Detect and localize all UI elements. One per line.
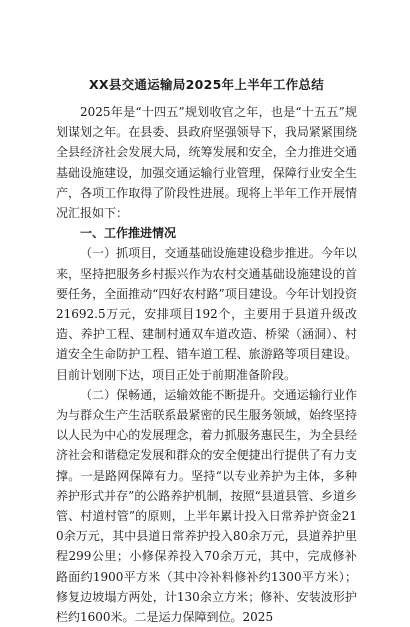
intro-paragraph: 2025年是“十四五”规划收官之年，也是“十五五”规划谋划之年。在县委、县政府坚强领导下，我局紧紧围绕全县经济社会发展大局，统筹发展和安全，全力推进交通基础设施建设，加强交通运输行业管理，保障行业安全生产，各项工作取得了阶段性进展。现将上半年工作开展情况汇报如下：: [56, 105, 357, 221]
document-title: XX县交通运输局2025年上半年工作总结: [88, 77, 325, 92]
section-heading-work-progress: 一、工作推进情况: [80, 226, 177, 241]
paragraph-transport-service: （二）保畅通，运输效能不断提升。交通运输行业作为与群众生产生活联系最紧密的民生服务领域，始终坚持以人民为中心的发展理念，着力抓服务惠民生，为全县经济社会和谐稳定发展和群众的安全便捷出行提供了有力支撑。一是路网保障有力。坚持“以专业养护为主体，多种养护形式并存”的公路养护机制，按照“县道县管、乡道乡管、村道村管”的原则，上半年累计投入日常养护资金210余万元，其中县道日常养护投入80余万元，县道养护里程299公里；小修保养投入70余万元，其中，完成修补路面约1900平方米（其中冷补料修补约1300平方米）；修复边坡塌方两处，计130余立方米；修补、安装波形护栏约1600米。二是运力保障到位。2025: [56, 387, 357, 625]
paragraph-project-construction: （一）抓项目，交通基础设施建设稳步推进。今年以来，坚持把服务乡村振兴作为农村交通基础设施建设的首要任务，全面推动“四好农村路”项目建设。今年计划投资21692.5万元，安排项目192个，主要用于县道升级改造、养护工程、建制村通双车道改造、桥梁（涵洞）、村道安全生命防护工程、错车道工程、旅游路等项目建设。目前计划刚下达，项目正处于前期准备阶段。: [56, 246, 357, 382]
